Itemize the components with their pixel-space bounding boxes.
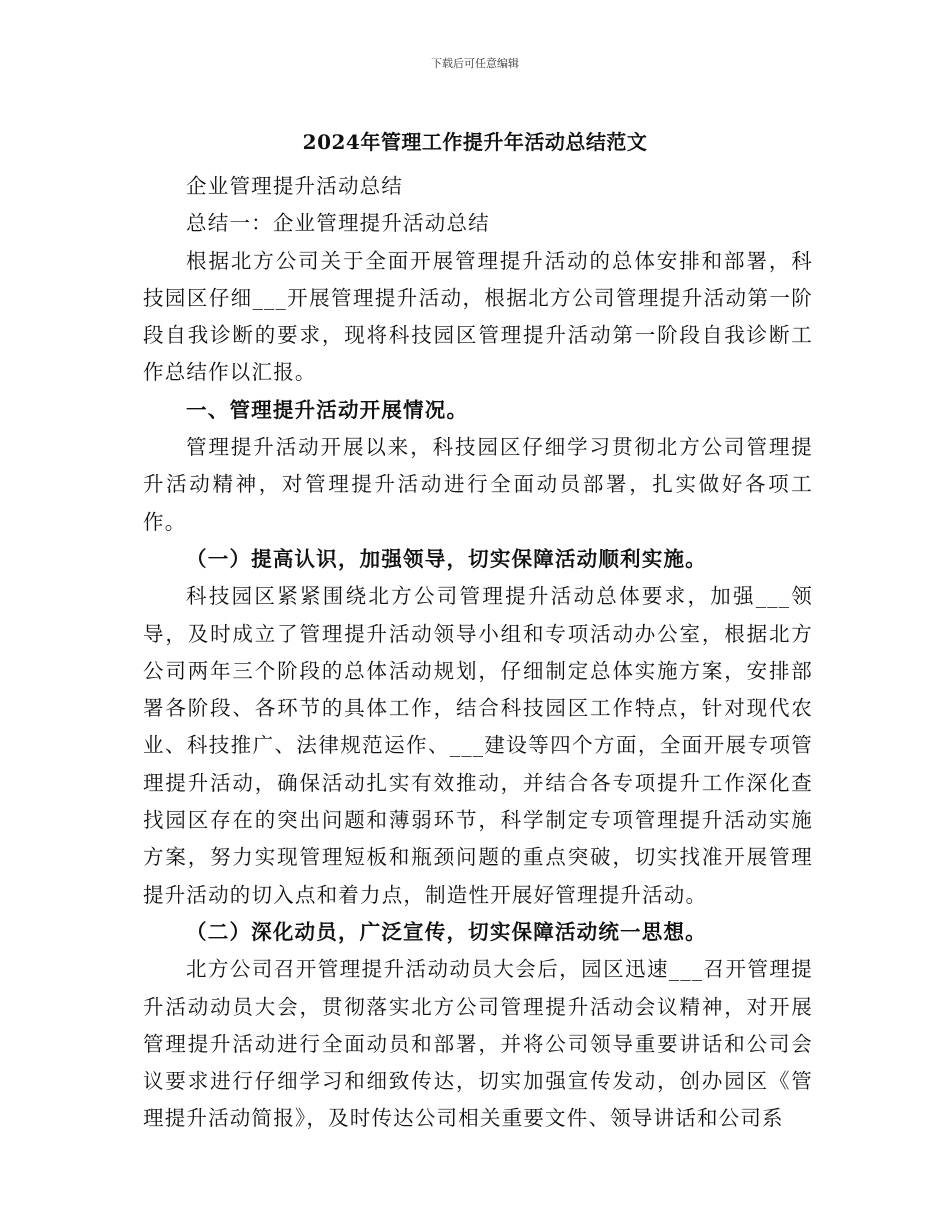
document-title: 2024年管理工作提升年活动总结范文 (302, 130, 648, 154)
subsection-heading-1: （一）提高认识，加强领导，切实保障活动顺利实施。 (186, 546, 707, 571)
paragraph-subsection-2: 北方公司召开管理提升活动动员大会后，园区迅速___召开管理提升活动动员大会，贯彻落实北方公司管理提升活动会议精神，对开展管理提升活动进行全面动员和部署，并将公司领导重要讲话和公司会议要求进行仔细学习和细致传达，切实加强宣传发动，创办园区《管理提升活动简报》，及时传达公司相关重要文件、领导讲话和公司系 (143, 957, 813, 1131)
header-note: 下载后可任意编辑 (431, 57, 519, 70)
paragraph-section-1: 管理提升活动开展以来，科技园区仔细学习贯彻北方公司管理提升活动精神，对管理提升活动进行全面动员部署，扎实做好各项工作。 (143, 435, 813, 534)
paragraph-subtitle: 企业管理提升活动总结 (186, 174, 404, 198)
document-body (143, 168, 813, 1138)
paragraph-intro: 根据北方公司关于全面开展管理提升活动的总体安排和部署，科技园区仔细___开展管理提升活动，根据北方公司管理提升活动第一阶段自我诊断的要求，现将科技园区管理提升活动第一阶段自我诊断工作总结作以汇报。 (143, 248, 813, 385)
section-heading-1: 一、管理提升活动开展情况。 (186, 397, 469, 422)
paragraph-subsection-1: 科技园区紧紧围绕北方公司管理提升活动总体要求，加强___领导，及时成立了管理提升活动领导小组和专项活动办公室，根据北方公司两年三个阶段的总体活动规划，仔细制定总体实施方案，安排部署各阶段、各环节的具体工作，结合科技园区工作特点，针对现代农业、科技推广、法律规范运作、___建设等四个方面，全面开展专项管理提升活动，确保活动扎实有效推动，并结合各专项提升工作深化查找园区存在的突出问题和薄弱环节，科学制定专项管理提升活动实施方案，努力实现管理短板和瓶颈问题的重点突破，切实找准开展管理提升活动的切入点和着力点，制造性开展好管理提升活动。 (143, 584, 813, 907)
subsection-heading-2: （二）深化动员，广泛宣传，切实保障活动统一思想。 (186, 919, 707, 944)
paragraph-summary-heading: 总结一：企业管理提升活动总结 (186, 211, 490, 236)
